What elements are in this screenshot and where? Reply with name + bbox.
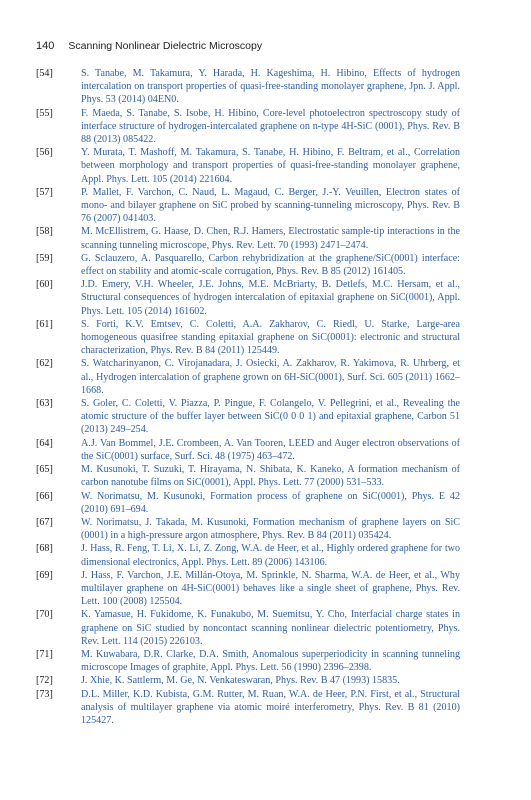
reference-item [36,397,460,437]
reference-number: [73] [36,688,53,700]
reference-item [36,688,460,728]
reference-item [36,674,460,687]
reference-item [36,437,460,463]
reference-link[interactable]: S. Watcharinyanon, C. Virojanadara, J. Osiecki, A. Zakharov, R. Yakimova, R. Uhrberg, et al., Hydrogen intercalation of graphene grown on 6H-SiC(0001), Surf. Sci. 605 (2011) 1662–1668. [81,358,460,396]
reference-number: [56] [36,147,53,159]
reference-item [36,186,460,226]
reference-item [36,357,460,397]
page-number: 140 [36,40,55,52]
reference-link[interactable]: K. Yamasue, H. Fukidome, K. Funakubo, M. Suemitsu, Y. Cho, Interfacial charge states in graphene on SiC studied by noncontact scanning nonlinear dielectric potentiometry, Phys. Rev. Lett. 114 (2015) 226103. [81,609,460,647]
reference-link[interactable]: W. Norimatsu, M. Kusunoki, Formation process of graphene on SiC(0001), Phys. E 42 (2010) 691–694. [81,490,460,515]
reference-number: [69] [36,569,53,581]
reference-link[interactable]: D.L. Miller, K.D. Kubista, G.M. Rutter, M. Ruan, W.A. de Heer, P.N. First, et al., Structural analysis of multilayer graphene via atomic moiré interferometry, Phys. Rev. B 81 (2010) 125427. [81,688,460,726]
reference-link[interactable]: J. Hass, F. Varchon, J.E. Millán-Otoya, M. Sprinkle, N. Sharma, W.A. de Heer, et al., Why multilayer graphene on 4H-SiC(0001) behaves like a single sheet of graphene, Phys. Rev. Lett. 100 (2008) 125504. [81,569,460,608]
reference-item [36,516,460,542]
reference-link[interactable]: M. McEllistrem, G. Haase, D. Chen, R.J. Hamers, Electrostatic sample-tip interactions in the scanning tunneling microscope, Phys. Rev. Lett. 70 (1993) 2471–2474. [81,226,460,251]
reference-item [36,318,460,358]
reference-number: [59] [36,252,53,264]
reference-item [36,67,460,107]
reference-number: [54] [36,68,53,79]
reference-link[interactable]: W. Norimatsu, J. Takada, M. Kusunoki, Formation mechanism of graphene layers on SiC (0001) in a high-pressure argon atmosphere, Phys. Rev. B 84 (2011) 035424. [81,516,460,542]
reference-list [36,67,460,727]
reference-number: [68] [36,543,53,555]
reference-link[interactable]: Y. Murata, T. Mashoff, M. Takamura, S. Tanabe, H. Hibino, F. Beltram, et al., Correlation between morphology and transport properties of quasi-free-standing monolayer graphene, Appl. Phys. Lett. 105 (2014) 221604. [81,147,460,185]
reference-item [36,225,460,251]
reference-number: [63] [36,398,53,410]
reference-item [36,608,460,648]
reference-number: [57] [36,186,53,198]
running-header [36,40,262,52]
reference-item [36,490,460,516]
reference-link[interactable]: J. Hass, R. Feng, T. Li, X. Li, Z. Zong, W.A. de Heer, et al., Highly ordered graphene for two dimensional electronics, Appl. Phys. Lett. 89 (2006) 143106. [81,543,460,568]
reference-item [36,648,460,674]
reference-number: [55] [36,107,53,119]
reference-link[interactable]: S. Goler, C. Coletti, V. Piazza, P. Pingue, F. Colangelo, V. Pellegrini, et al., Revealing the atomic structure of the buffer layer between SiC(0 0 0 1) and epitaxial graphene, Carbon 51 (2013) 249–254. [81,398,460,436]
reference-number: [71] [36,648,53,660]
reference-item [36,569,460,609]
reference-number: [66] [36,490,53,502]
reference-number: [65] [36,464,53,476]
reference-link[interactable]: A.J. Van Bommel, J.E. Crombeen, A. Van Tooren, LEED and Auger electron observations of the SiC(0001) surface, Surf. Sci. 48 (1975) 463–472. [81,437,460,462]
reference-item [36,107,460,147]
reference-item [36,542,460,568]
reference-number: [70] [36,609,53,621]
reference-number: [58] [36,226,53,238]
reference-link[interactable]: J. Xhie, K. Sattlerm, M. Ge, N. Venkateswaran, Phys. Rev. B 47 (1993) 15835. [81,675,400,687]
running-title: Scanning Nonlinear Dielectric Microscopy [68,40,263,52]
reference-number: [60] [36,279,53,291]
reference-item [36,463,460,489]
reference-number: [61] [36,318,53,330]
reference-number: [64] [36,437,53,449]
reference-number: [72] [36,675,53,687]
reference-link[interactable]: S. Forti, K.V. Emtsev, C. Coletti, A.A. Zakharov, C. Riedl, U. Starke, Large-area homogeneous quasifree standing epitaxial graphene on SiC(0001): electronic and structural characterization, Phys. Rev. B 84 (2011) 125449. [81,318,460,357]
reference-link[interactable]: F. Maeda, S. Tanabe, S. Isobe, H. Hibino, Core-level photoelectron spectroscopy study of interface structure of hydrogen-intercalated graphene on n-type 4H-SiC (0001), Phys. Rev. B 88 (2013) 085422. [81,107,460,146]
reference-link[interactable]: P. Mallet, F. Varchon, C. Naud, L. Magaud, C. Berger, J.-Y. Veuillen, Electron states of mono- and bilayer graphene on SiC probed by scanning-tunneling microscopy, Phys. Rev. B 76 (2007) 041403. [81,186,460,225]
reference-number: [62] [36,358,53,370]
reference-link[interactable]: M. Kusunoki, T. Suzuki, T. Hirayama, N. Shibata, K. Kaneko, A formation mechanism of carbon nanotube films on SiC(0001), Appl. Phys. Lett. 77 (2000) 531–533. [81,464,460,489]
reference-link[interactable]: G. Sclauzero, A. Pasquarello, Carbon rehybridization at the graphene/SiC(0001) interface: effect on stability and atomic-scale corrugation, Phys. Rev. B 85 (2012) 161405. [81,252,460,278]
reference-item [36,278,460,318]
reference-item [36,252,460,278]
reference-link[interactable]: S. Tanabe, M. Takamura, Y. Harada, H. Kageshima, H. Hibino, Effects of hydrogen intercalation on transport properties of quasi-free-standing monolayer graphene, Jpn. J. Appl. Phys. 53 (2014) 04EN0. [81,68,460,106]
reference-item [36,146,460,186]
reference-link[interactable]: M. Kuwabara, D.R. Clarke, D.A. Smith, Anomalous superperiodicity in scanning tunneling microscope Images of graphite, Appl. Phys. Lett. 56 (1990) 2396–2398. [81,648,460,674]
reference-link[interactable]: J.D. Emery, V.H. Wheeler, J.E. Johns, M.E. McBriarty, B. Detlefs, M.C. Hersam, et al., Structural consequences of hydrogen intercalation of epitaxial graphene on SiC(0001), Appl. Phys. Lett. 105 (2014) 161602. [81,279,460,317]
reference-number: [67] [36,516,53,528]
